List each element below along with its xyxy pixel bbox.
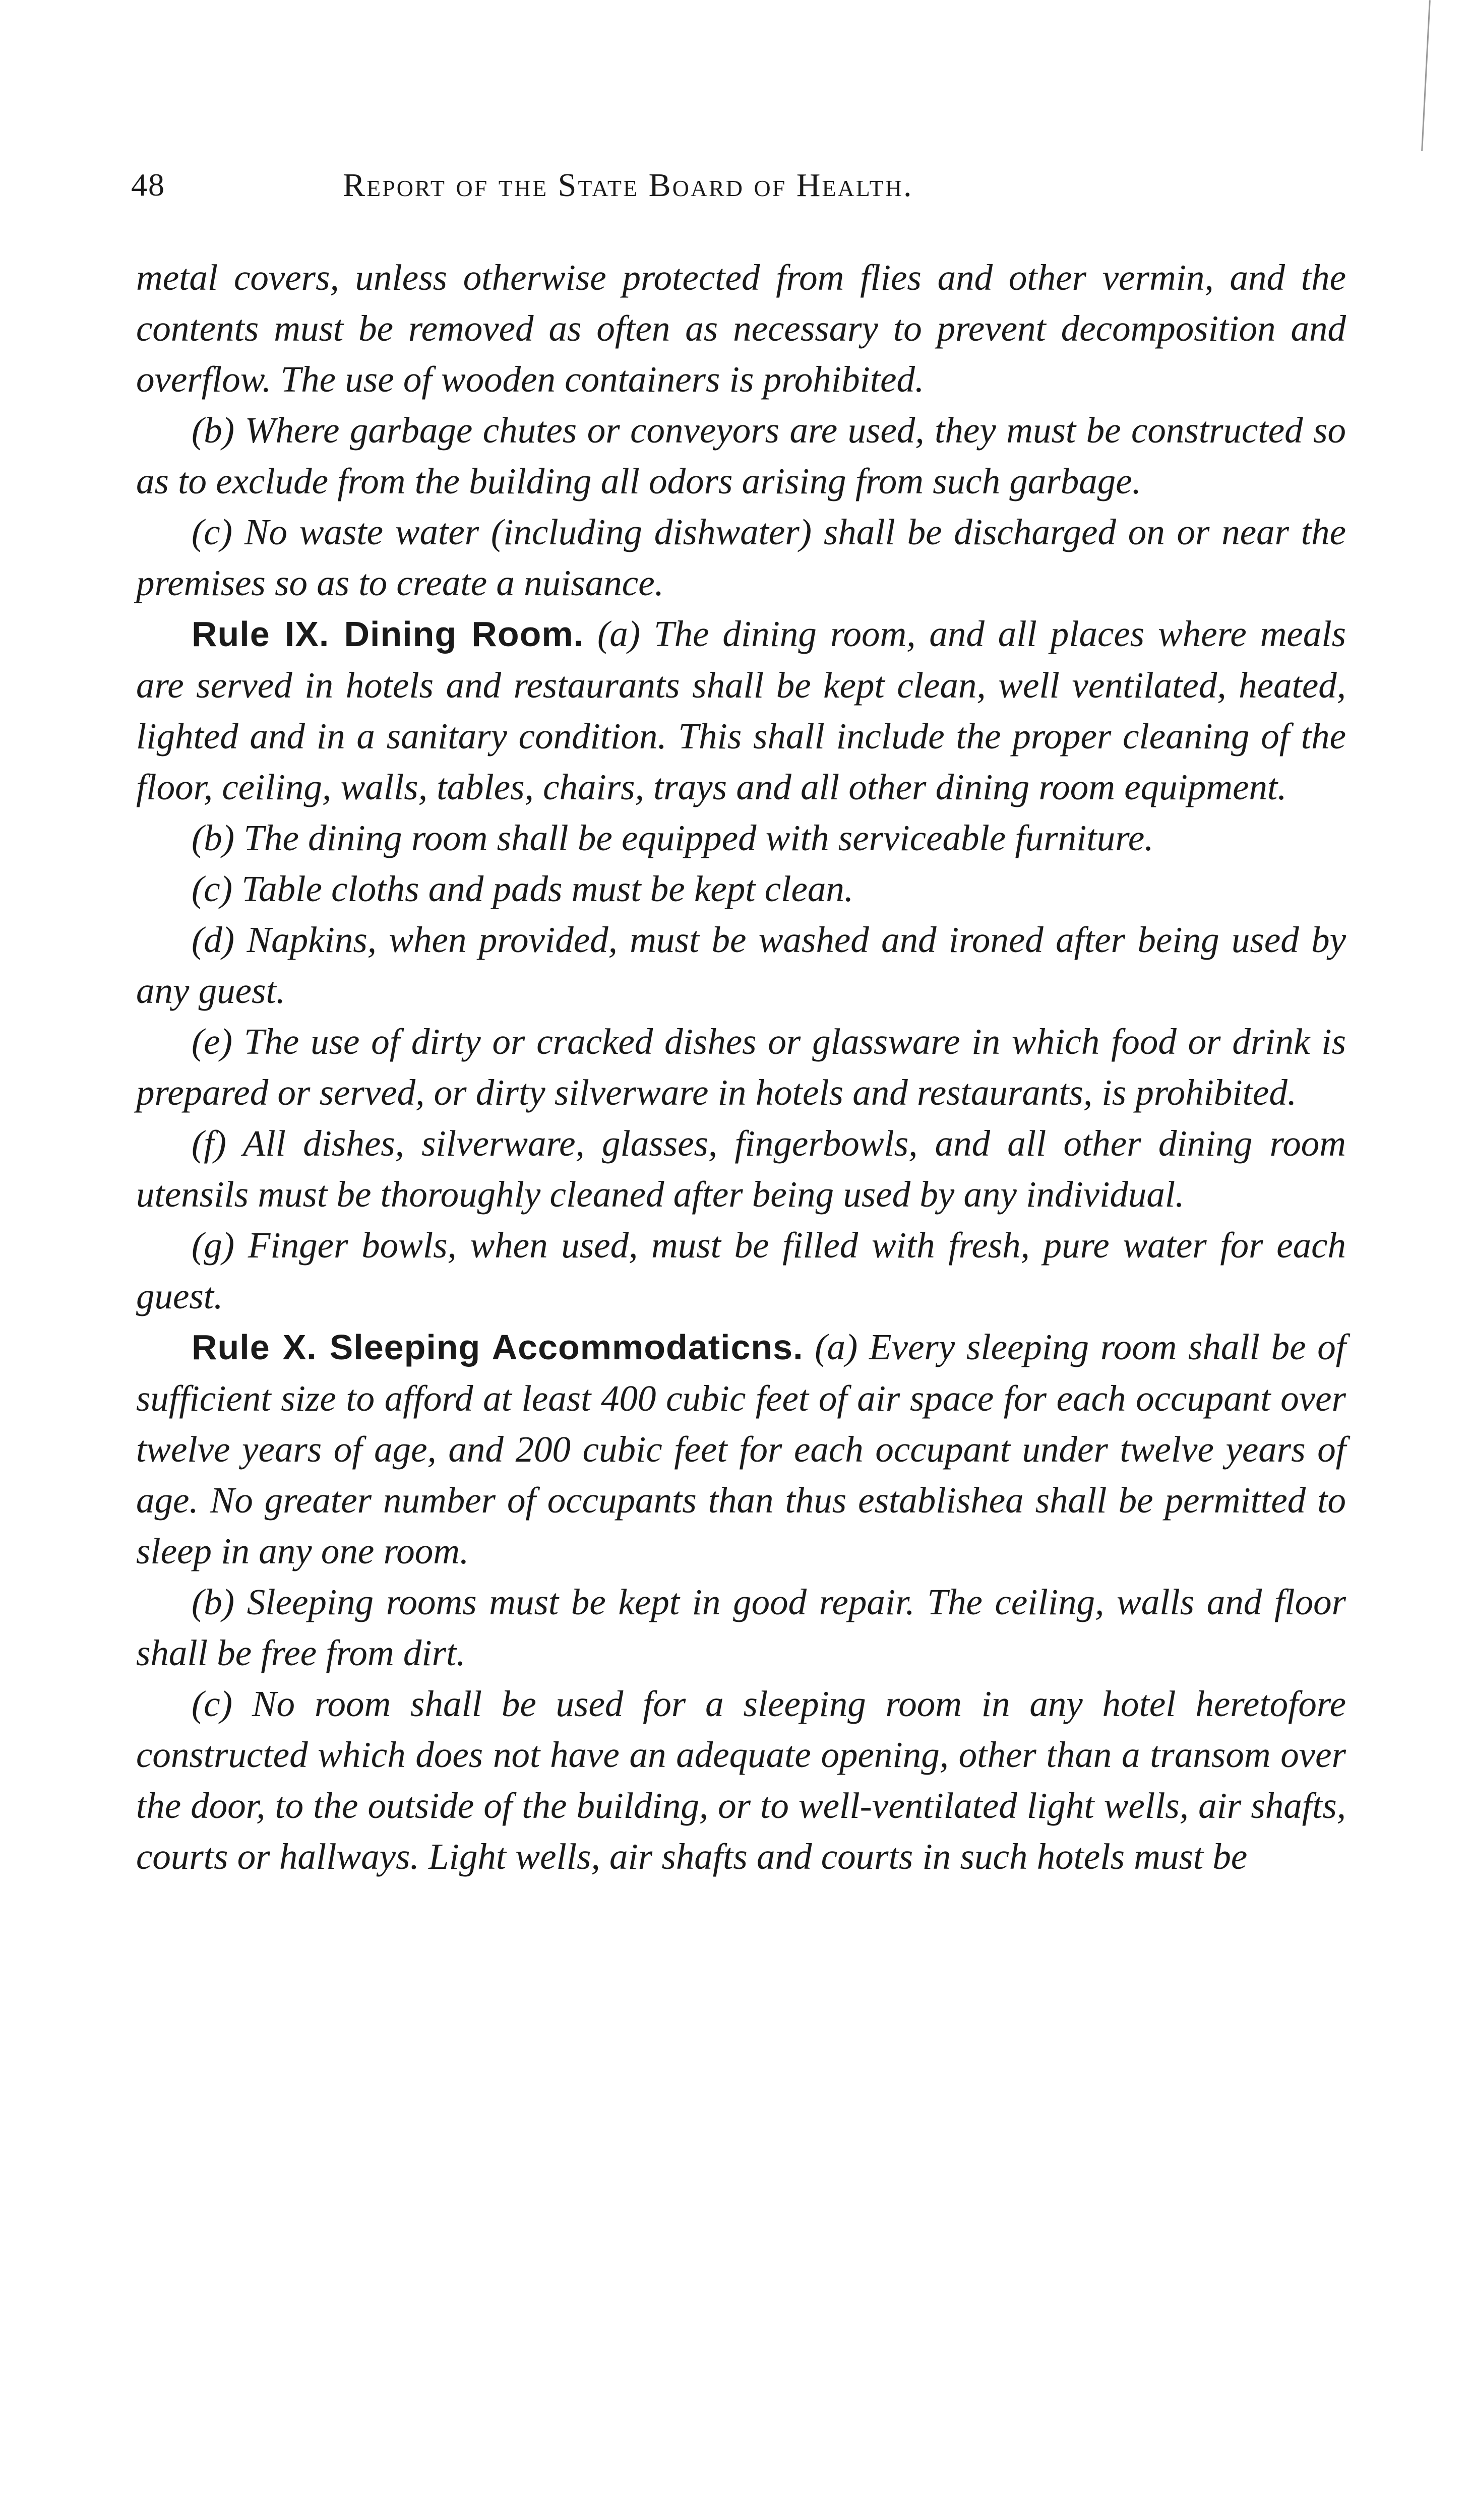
paragraph-rule-ix (136, 608, 1346, 812)
rule-heading: Rule IX. Dining Room. (192, 614, 584, 654)
paragraph-text: metal covers, unless otherwise protected from flies and other vermin, and the contents must be removed as often as necessary to prevent decomposition and overflow. The use of wooden containers is prohibited. (136, 257, 1346, 400)
paragraph-ventilation (136, 1678, 1346, 1882)
paragraph-text: (b) Sleeping rooms must be kept in good repair. The ceiling, walls and floor shall be free from dirt. (136, 1582, 1346, 1673)
paragraph-text: (c) No waste water (including dishwater) shall be discharged on or near the premises so as to create a nuisance. (136, 512, 1346, 603)
paragraph-dishes (136, 1016, 1346, 1118)
paragraph-napkins (136, 914, 1346, 1016)
rule-heading: Rule X. Sleeping Accommodaticns. (192, 1328, 804, 1367)
paragraph-repair (136, 1577, 1346, 1678)
page-edge-mark (1418, 0, 1431, 151)
paragraph-garbage-containers (136, 252, 1346, 405)
paragraph-text: (b) Where garbage chutes or conveyors are used, they must be constructed so as to exclude from the building all odors arising from such garbage. (136, 410, 1346, 501)
paragraph-text: (b) The dining room shall be equipped with serviceable furniture. (192, 817, 1154, 858)
paragraph-text: (g) Finger bowls, when used, must be filled with fresh, pure water for each guest. (136, 1225, 1346, 1316)
page-header (131, 166, 1351, 222)
paragraph-utensils (136, 1118, 1346, 1220)
paragraph-furniture (136, 812, 1346, 863)
body-text (136, 252, 1346, 1882)
paragraph-text: (d) Napkins, when provided, must be washed and ironed after being used by any guest. (136, 919, 1346, 1011)
paragraph-text: (e) The use of dirty or cracked dishes or glassware in which food or drink is prepared or served, or dirty silverware in hotels and restaurants, is prohibited. (136, 1021, 1346, 1113)
paragraph-table-cloths (136, 863, 1346, 914)
paragraph-garbage-chutes (136, 405, 1346, 507)
paragraph-text: (f) All dishes, silverware, glasses, fingerbowls, and all other dining room utensils must be thoroughly cleaned after being used by any individual. (136, 1123, 1346, 1215)
paragraph-text: (c) Table cloths and pads must be kept clean. (192, 868, 854, 909)
paragraph-finger-bowls (136, 1220, 1346, 1321)
paragraph-text: (a) Every sleeping room shall be of sufficient size to afford at least 400 cubic feet of air space for each occupant over twelve years of age, and 200 cubic feet for each occupant under twelve years of age. No greater number of occupants than thus establishea shall be permitted to sleep in any one room. (136, 1327, 1346, 1571)
paragraph-rule-x (136, 1321, 1346, 1577)
paragraph-waste-water (136, 507, 1346, 608)
paragraph-text: (a) The dining room, and all places where meals are served in hotels and restaurants shall be kept clean, well ventilated, heated, lighted and in a sanitary condition. This shall include the proper cleaning of the floor, ceiling, walls, tables, chairs, trays and all other dining room equipment. (136, 613, 1346, 807)
running-head: Report of the State Board of Health. (343, 167, 913, 204)
page-number: 48 (131, 167, 165, 203)
paragraph-text: (c) No room shall be used for a sleeping room in any hotel heretofore constructed which does not have an adequate opening, other than a transom over the door, to the outside of the building, or to well-ventilated light wells, air shafts, courts or hallways. Light wells, air shafts and courts in such hotels must be (136, 1683, 1346, 1877)
